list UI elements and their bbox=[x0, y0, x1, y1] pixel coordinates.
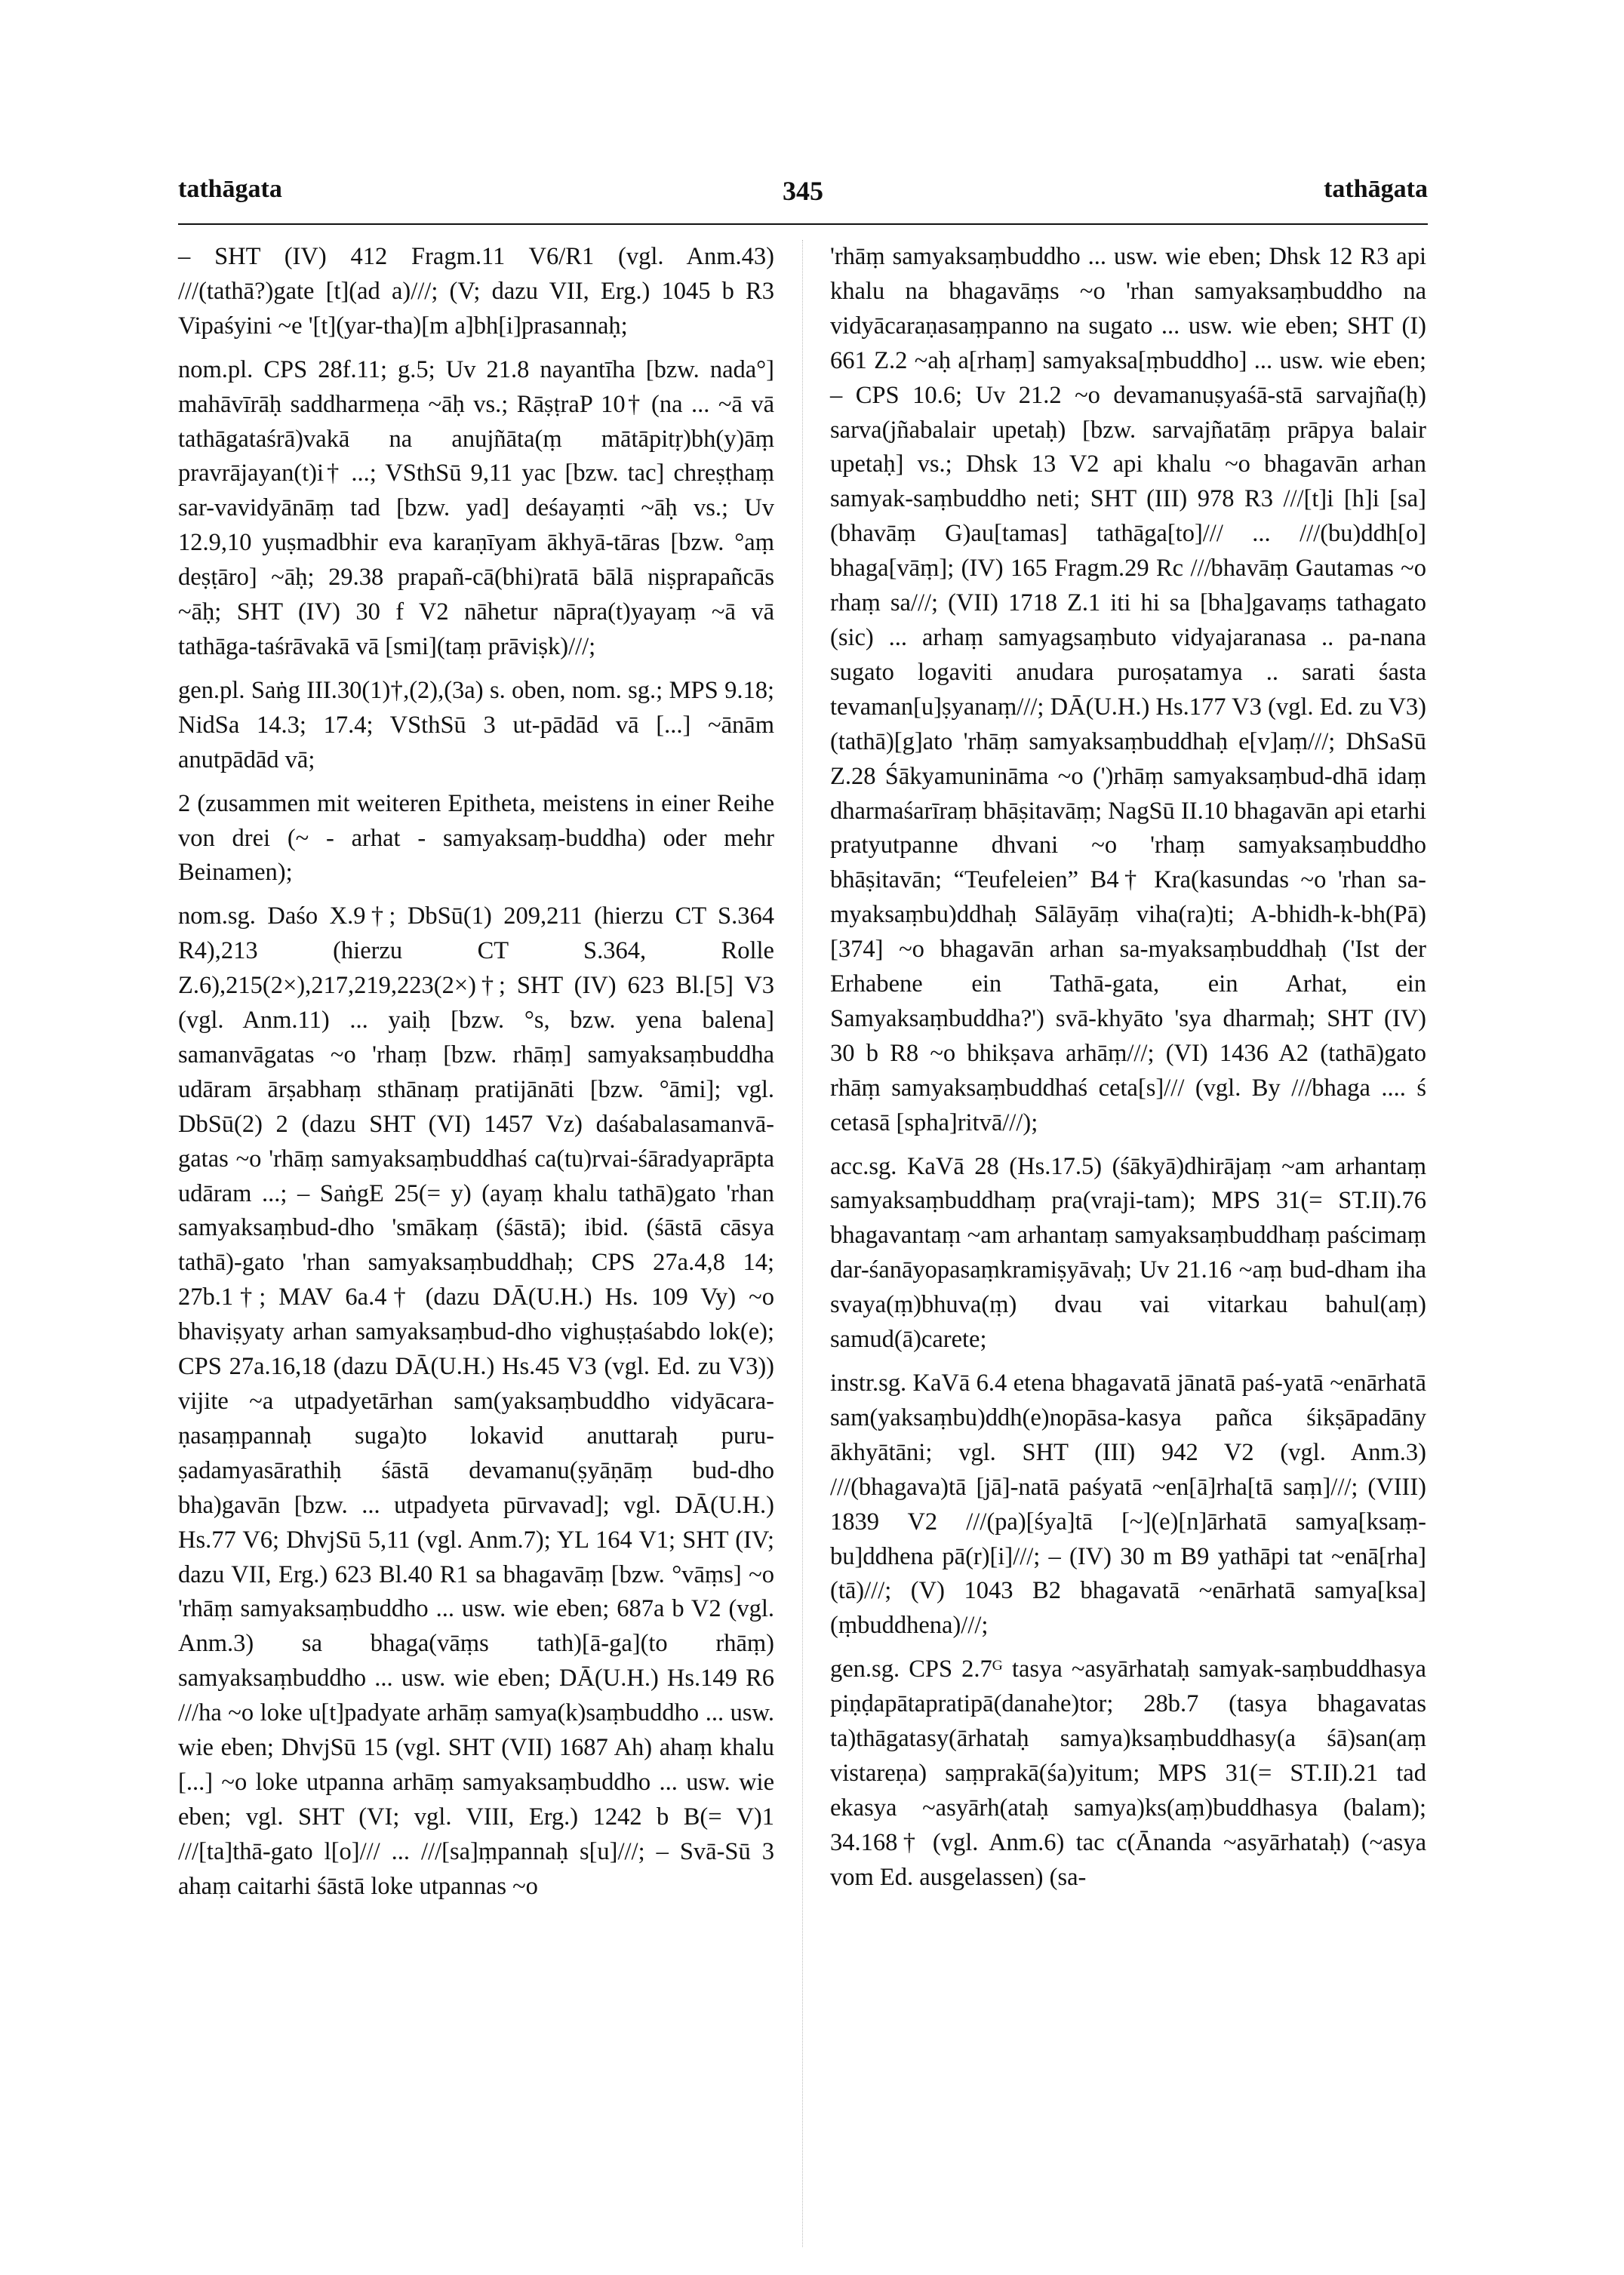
entry-paragraph: – SHT (IV) 412 Fragm.11 V6/R1 (vgl. Anm.43) ///(tathā?)gate [t](ad a)///; (V; dazu VII, Erg.) 1045 b R3 Vipaśyini ~e '[t](yar-tha)[m a]bh[i]prasannaḥ; bbox=[178, 243, 774, 340]
entry-paragraph: gen.pl. Saṅg III.30(1)†,(2),(3a) s. oben, nom. sg.; MPS 9.18; NidSa 14.3; 17.4; VSthSū 3 ut-pādād vā [...] ~ānām anutpādād vā; bbox=[178, 676, 774, 773]
entry-paragraph: gen.sg. CPS 2.7ᴳ tasya ~asyārhataḥ samyak-saṃbuddhasya piṇḍapātapratipā(danahe)tor; 28b.7 (tasya bhagavatas ta)thāgatasy(ārhataḥ samya)ksaṃbuddhasy(a śā)san(aṃ vistareṇa) saṃprakā(śa)yitum; MPS 31(= ST.II).21 tad ekasya ~asyārh(ataḥ samya)ks(aṃ)buddhasya (balam); 34.168† (vgl. Anm.6) tac c(Ānanda ~asyārhataḥ) (~asya vom Ed. ausgelassen) (sa- bbox=[830, 1656, 1426, 1891]
header-left-headword: tathāgata bbox=[178, 175, 282, 203]
header-right-headword: tathāgata bbox=[1324, 175, 1428, 203]
entry-paragraph: nom.pl. CPS 28f.11; g.5; Uv 21.8 nayantīha [bzw. nada°] mahāvīrāḥ saddharmeṇa ~āḥ vs.; RāṣṭraP 10† (na ... ~ā vā tathāgataśrā)vakā na anujñāta(ṃ mātāpitṛ)bh(y)āṃ pravrājayan(t)i† ...; VSthSū 9,11 yac [bzw. tac] chreṣṭhaṃ sar-vavidyānāṃ tad [bzw. yad] deśayaṃti ~āḥ vs.; Uv 12.9,10 yuṣmadbhir eva karaṇīyam ākhyā-tāras [bzw. °aṃ deṣṭāro] ~āḥ; 29.38 prapañ-cā(bhi)ratā bālā niṣprapañcās ~āḥ; SHT (IV) 30 f V2 nāhetur nāpra(t)yayaṃ ~ā vā tathāga-taśrāvakā vā [smi](taṃ prāviṣk)///; bbox=[178, 355, 774, 660]
entry-paragraph: 'rhāṃ samyaksaṃbuddho ... usw. wie eben; Dhsk 12 R3 api khalu na bhagavāṃs ~o 'rhan samyaksaṃbuddho na vidyācaraṇasaṃpanno na sugato ... usw. wie eben; SHT (I) 661 Z.2 ~aḥ a[rhaṃ] samyaksa[ṃbuddho] ... usw. wie eben; – CPS 10.6; Uv 21.2 ~o devamanuṣyaśā-stā sarvajña(ḥ) sarva(jñabalair upetaḥ) [bzw. sarvajñatāṃ prāpya balair upetaḥ] vs.; Dhsk 13 V2 api khalu ~o bhagavān arhan samyak-saṃbuddho neti; SHT (III) 978 R3 ///[t]i [h]i [sa] (bhavāṃ G)au[tamas] tathāga[to]/// ... ///(bu)ddh[o] bhaga[vāṃ]; (IV) 165 Fragm.29 Rc ///bhavāṃ Gautamas ~o rhaṃ sa///; (VII) 1718 Z.1 iti hi sa [bha]gavaṃs tathagato (sic) ... arhaṃ samyagsaṃbuto vidyajaranasa .. pa-nana sugato logaviti anudara puroṣatamya .. sarati śasta tevaman[u]ṣyanaṃ///; DĀ(U.H.) Hs.177 V3 (vgl. Ed. zu V3) (tathā)[g]ato 'rhāṃ samyaksaṃbuddhaḥ e[v]aṃ///; DhSaSū Z.28 Śākyamunināma ~o (')rhāṃ samyaksaṃbud-dhā idaṃ dharmaśarīraṃ bhāṣitavāṃ; NagSū II.10 bhagavān api etarhi pratyutpanne dhvani ~o 'rhaṃ samyaksaṃbuddho bhāṣitavān; “Teufeleien” B4† Kra(kasundas ~o 'rhan sa-myaksaṃbu)ddhaḥ Sālāyāṃ viha(ra)ti; A-bhidh-k-bh(Pā) [374] ~o bhagavān arhan sa-myaksaṃbuddhaḥ ('Ist der Erhabene ein Tathā-gata, ein Arhat, ein Samyaksaṃbuddha?') svā-khyāto 'sya dharmaḥ; SHT (IV) 30 b R8 ~o bhikṣava arhāṃ///; (VI) 1436 A2 (tathā)gato rhāṃ samyaksaṃbuddhaś ceta[s]/// (vgl. By ///bhaga .... ś cetasā [spha]ritvā///); bbox=[830, 243, 1426, 1136]
entry-paragraph: acc.sg. KaVā 28 (Hs.17.5) (śākyā)dhirājaṃ ~am arhantaṃ samyaksaṃbuddhaṃ pra(vraji-tam); MPS 31(= ST.II).76 bhagavantaṃ ~am arhantaṃ samyaksaṃbuddhaṃ paścimaṃ dar-śanāyopasaṃkramiṣyāvaḥ; Uv 21.16 ~aṃ bud-dham iha svaya(ṃ)bhuva(ṃ) dvau vai vitarkau bahul(aṃ) samud(ā)carete; bbox=[830, 1152, 1426, 1354]
page-header bbox=[178, 175, 1428, 220]
column-divider bbox=[802, 240, 803, 2247]
entry-paragraph: instr.sg. KaVā 6.4 etena bhagavatā jānatā paś-yatā ~enārhatā sam(yaksaṃbu)ddh(e)nopāsa-kasya pañca śikṣāpadāny ākhyātāni; vgl. SHT (III) 942 V2 (vgl. Anm.3) ///(bhagava)tā [jā]-natā paśyatā ~en[ā]rha[tā saṃ]///; (VIII) 1839 V2 ///(pa)[śya]tā [~](e)[n]ārhatā samya[ksaṃ-bu]ddhena pā(r)[i]///; – (IV) 30 m B9 yathāpi tat ~enā[rha](tā)///; (V) 1043 B2 bhagavatā ~enārhatā samya[ksa](ṃbuddhena)///; bbox=[830, 1370, 1426, 1640]
left-column bbox=[178, 240, 774, 1914]
entry-paragraph: 2 (zusammen mit weiteren Epitheta, meistens in einer Reihe von drei (~ - arhat - samyaksaṃ-buddha) oder mehr Beinamen); bbox=[178, 789, 774, 887]
right-column bbox=[830, 240, 1426, 1905]
header-rule bbox=[178, 223, 1428, 225]
entry-paragraph: nom.sg. Daśo X.9†; DbSū(1) 209,211 (hierzu CT S.364 R4),213 (hierzu CT S.364, Rolle Z.6),215(2×),217,219,223(2×)†; SHT (IV) 623 Bl.[5] V3 (vgl. Anm.11) ... yaiḥ [bzw. °s, bzw. yena balena] samanvāgatas ~o 'rhaṃ [bzw. rhāṃ] samyaksaṃbuddha udāram ārṣabhaṃ sthānaṃ pratijānāti [bzw. °āmi]; vgl. DbSū(2) 2 (dazu SHT (VI) 1457 Vz) daśabalasamanvā-gatas ~o 'rhāṃ samyaksaṃbuddhaś ca(tu)rvai-śāradyaprāpta udāram ...; – SaṅgE 25(= y) (ayaṃ khalu tathā)gato 'rhan samyaksaṃbud-dho 'smākaṃ (śāstā); ibid. (śāstā cāsya tathā)-gato 'rhan samyaksaṃbuddhaḥ; CPS 27a.4,8 14; 27b.1†; MAV 6a.4† (dazu DĀ(U.H.) Hs. 109 Vy) ~o bhaviṣyaty arhan samyaksaṃbud-dho vighuṣṭaśabdo lok(e); CPS 27a.16,18 (dazu DĀ(U.H.) Hs.45 V3 (vgl. Ed. zu V3)) vijite ~a utpadyetārhan sam(yaksaṃbuddho vidyācara-ṇasaṃpannaḥ suga)to lokavid anuttaraḥ puru-ṣadamyasārathiḥ śāstā devamanu(ṣyāṇāṃ bud-dho bha)gavān [bzw. ... utpadyeta pūrvavad]; vgl. DĀ(U.H.) Hs.77 V6; DhvjSū 5,11 (vgl. Anm.7); YL 164 V1; SHT (IV; dazu VII, Erg.) 623 Bl.40 R1 sa bhagavāṃ [bzw. °vāṃs] ~o 'rhāṃ samyaksaṃbuddho ... usw. wie eben; 687a b V2 (vgl. Anm.3) sa bhaga(vāṃs tath)[ā-ga](to rhāṃ) samyaksaṃbuddho ... usw. wie eben; DĀ(U.H.) Hs.149 R6 ///ha ~o loke u[t]padyate arhāṃ samya(k)saṃbuddho ... usw. wie eben; DhvjSū 15 (vgl. SHT (VII) 1687 Ah) ahaṃ khalu [...] ~o loke utpanna arhāṃ samyaksaṃbuddho ... usw. wie eben; vgl. SHT (VI; vgl. VIII, Erg.) 1242 b B(= V)1 ///[ta]thā-gato l[o]/// ... ///[sa]ṃpannaḥ s[u]///; – Svā-Sū 3 ahaṃ caitarhi śāstā loke utpannas ~o bbox=[178, 902, 774, 1900]
page-number: 345 bbox=[783, 176, 823, 206]
